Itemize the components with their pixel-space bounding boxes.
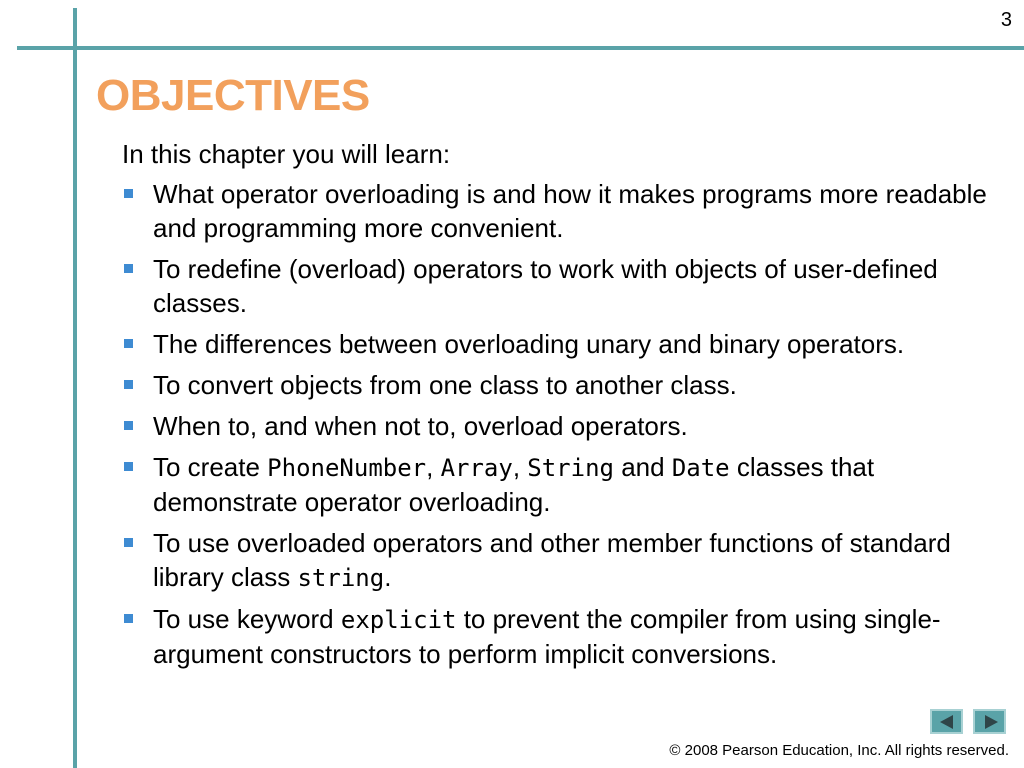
objective-item: [122, 177, 1002, 245]
objective-text-segment: ,: [512, 452, 528, 482]
objective-text: [153, 528, 951, 592]
objective-item: [122, 602, 1002, 671]
objective-text-segment: .: [384, 562, 392, 592]
square-bullet-icon: [124, 264, 133, 273]
objective-item: [122, 526, 1002, 595]
square-bullet-icon: [124, 538, 133, 547]
horizontal-teal-rule: [17, 46, 1024, 50]
square-bullet-icon: [124, 380, 133, 389]
right-triangle-icon: [985, 715, 998, 729]
objective-text-segment: To create: [153, 452, 268, 482]
explicit-keyword: explicit: [340, 606, 457, 634]
left-triangle-icon: [940, 715, 953, 729]
objective-item: [122, 450, 1002, 519]
objective-text-segment: To use overloaded operators and other member functions of standard library class: [153, 528, 951, 592]
array-class-name: Array: [440, 454, 513, 482]
page-number: 3: [1000, 9, 1012, 31]
vertical-teal-rule: [73, 8, 77, 768]
square-bullet-icon: [124, 462, 133, 471]
square-bullet-icon: [124, 614, 133, 623]
objective-item: [122, 409, 1002, 443]
square-bullet-icon: [124, 189, 133, 198]
objective-item: [122, 327, 1002, 361]
square-bullet-icon: [124, 339, 133, 348]
string-class-name: String: [527, 454, 614, 482]
objective-text: When to, and when not to, overload operators.: [153, 411, 688, 441]
copyright-notice: © 2008 Pearson Education, Inc. All rights reserved.: [669, 742, 1009, 759]
next-slide-button[interactable]: [973, 709, 1006, 734]
date-class-name: Date: [671, 454, 730, 482]
objective-item: [122, 368, 1002, 402]
objective-text: What operator overloading is and how it makes programs more readable and programming more convenient.: [153, 179, 987, 243]
objective-text-segment: To use keyword: [153, 604, 341, 634]
objective-text-segment: and: [613, 452, 672, 482]
objectives-list: [122, 177, 1002, 678]
objective-text: To redefine (overload) operators to work with objects of user-defined classes.: [153, 254, 938, 318]
objective-text: To convert objects from one class to another class.: [153, 370, 737, 400]
objective-text: [153, 604, 941, 669]
phonenumber-class-name: PhoneNumber: [267, 454, 427, 482]
objective-text-segment: to prevent the compiler from using single-argument constructors to perform implicit conversions.: [153, 604, 941, 669]
previous-slide-button[interactable]: [930, 709, 963, 734]
objective-text: The differences between overloading unary and binary operators.: [153, 329, 905, 359]
objective-item: [122, 252, 1002, 320]
objective-text-segment: ,: [426, 452, 441, 482]
objective-text-segment: classes that demonstrate operator overloading.: [153, 452, 875, 517]
slide-title: OBJECTIVES: [96, 71, 370, 120]
string-library-class-name: string: [297, 564, 385, 592]
chapter-intro: In this chapter you will learn:: [122, 139, 451, 169]
objective-text: [153, 452, 874, 517]
square-bullet-icon: [124, 421, 133, 430]
